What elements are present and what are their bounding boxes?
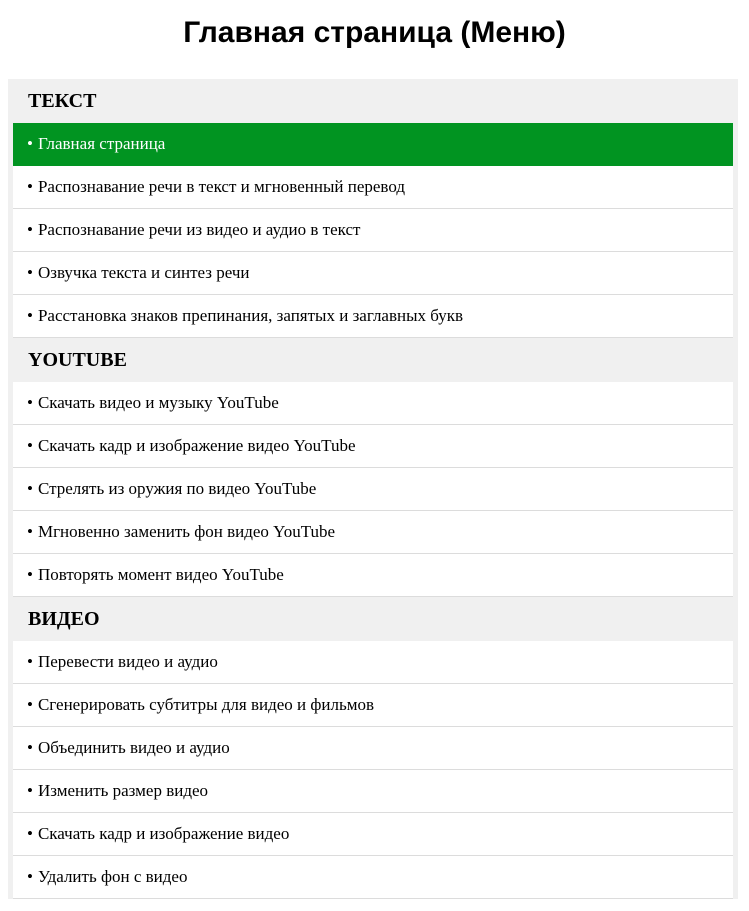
bullet-icon: • [27,824,33,843]
menu-item-remove-video-background[interactable] [13,856,733,899]
menu-list-video [13,641,733,899]
section-header-youtube: YOUTUBE [28,349,127,371]
menu-item-home[interactable] [13,123,733,166]
bullet-icon: • [27,263,33,282]
menu-item-punctuation[interactable] [13,295,733,338]
bullet-icon: • [27,134,33,153]
bullet-icon: • [27,479,33,498]
bullet-icon: • [27,436,33,455]
menu-item-label: Скачать видео и музыку YouTube [37,393,279,412]
menu-item-youtube-repeat[interactable] [13,554,733,597]
menu-item-label: Распознавание речи из видео и аудио в текст [37,220,361,239]
menu-item-video-frame[interactable] [13,813,733,856]
menu-item-label: Удалить фон с видео [37,867,188,886]
menu-item-youtube-background[interactable] [13,511,733,554]
menu-item-label: Главная страница [37,134,166,153]
menu-item-youtube-frame[interactable] [13,425,733,468]
bullet-icon: • [27,220,33,239]
menu-list-youtube [13,382,733,597]
menu-item-label: Скачать кадр и изображение видео YouTube [37,436,356,455]
bullet-icon: • [27,695,33,714]
menu-list-text [13,123,733,338]
main-menu [8,79,738,899]
bullet-icon: • [27,522,33,541]
bullet-icon: • [27,652,33,671]
section-header-video: ВИДЕО [28,608,100,630]
menu-item-label: Изменить размер видео [37,781,209,800]
menu-item-label: Озвучка текста и синтез речи [37,263,250,282]
bullet-icon: • [27,867,33,886]
menu-item-video-audio-to-text[interactable] [13,209,733,252]
bullet-icon: • [27,781,33,800]
bullet-icon: • [27,738,33,757]
menu-item-youtube-shoot[interactable] [13,468,733,511]
bullet-icon: • [27,393,33,412]
bullet-icon: • [27,565,33,584]
menu-item-label: Повторять момент видео YouTube [37,565,284,584]
bullet-icon: • [27,177,33,196]
menu-item-merge-video-audio[interactable] [13,727,733,770]
page-title: Главная страница (Меню) [183,16,566,49]
menu-item-generate-subtitles[interactable] [13,684,733,727]
menu-item-label: Сгенерировать субтитры для видео и фильмов [37,695,375,714]
menu-item-label: Стрелять из оружия по видео YouTube [37,479,317,498]
section-header-text: ТЕКСТ [28,90,97,112]
menu-item-label: Расстановка знаков препинания, запятых и заглавных букв [37,306,464,325]
menu-item-label: Объединить видео и аудио [37,738,230,757]
menu-item-translate-video[interactable] [13,641,733,684]
menu-item-youtube-download[interactable] [13,382,733,425]
menu-item-speech-to-text-translate[interactable] [13,166,733,209]
menu-item-text-to-speech[interactable] [13,252,733,295]
menu-item-label: Распознавание речи в текст и мгновенный перевод [37,177,405,196]
menu-item-label: Мгновенно заменить фон видео YouTube [37,522,336,541]
menu-item-label: Перевести видео и аудио [37,652,218,671]
bullet-icon: • [27,306,33,325]
menu-item-resize-video[interactable] [13,770,733,813]
menu-item-label: Скачать кадр и изображение видео [37,824,290,843]
